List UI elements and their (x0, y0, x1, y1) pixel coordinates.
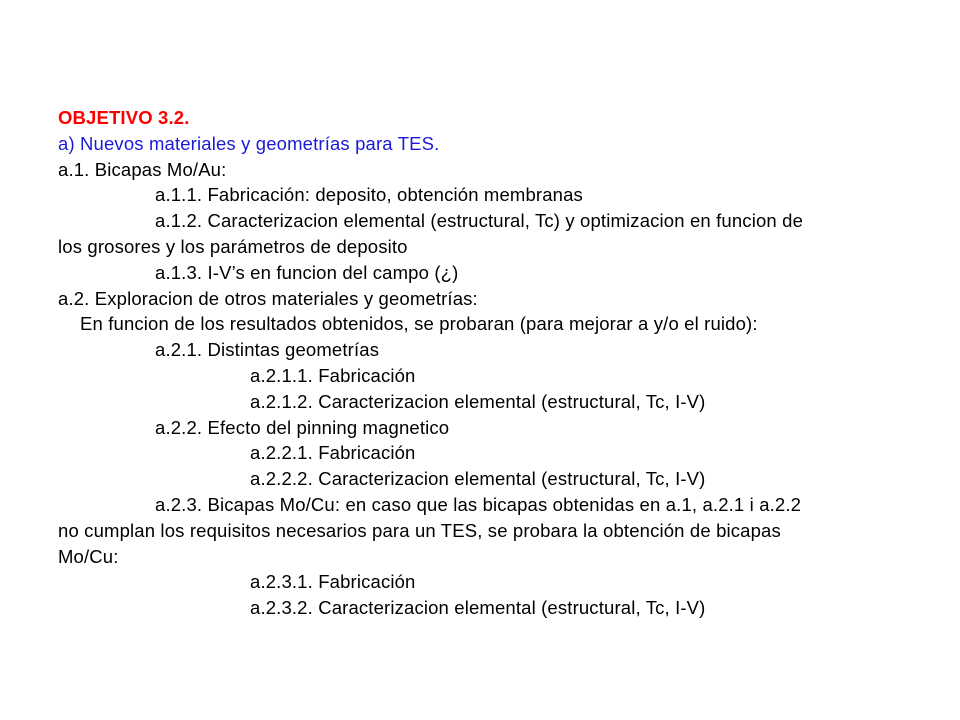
item-a2-3-1: a.2.3.1. Fabricación (250, 571, 416, 593)
item-a2-intro: En funcion de los resultados obtenidos, se probaran (para mejorar a y/o el ruido): (80, 313, 758, 335)
item-a1-2-continued: los grosores y los parámetros de deposito (58, 235, 408, 257)
item-a1: a.1. Bicapas Mo/Au: (58, 158, 227, 180)
item-a2: a.2. Exploracion de otros materiales y geometrías: (58, 287, 478, 309)
section-heading: a) Nuevos materiales y geometrías para TES. (58, 132, 440, 154)
item-a1-1: a.1.1. Fabricación: deposito, obtención membranas (155, 184, 583, 206)
item-a2-3-2: a.2.3.2. Caracterizacion elemental (estructural, Tc, I-V) (250, 597, 706, 619)
slide-content (58, 105, 908, 621)
item-a2-3-continued: no cumplan los requisitos necesarios para un TES, se probara la obtención de bicapas (58, 519, 781, 541)
item-a1-3: a.1.3. I-V’s en funcion del campo (¿) (155, 261, 459, 283)
item-a2-2-2: a.2.2.2. Caracterizacion elemental (estructural, Tc, I-V) (250, 468, 706, 490)
item-a2-3-continued-end: Mo/Cu: (58, 545, 119, 567)
item-a1-2: a.1.2. Caracterizacion elemental (estructural, Tc) y optimizacion en funcion de (155, 210, 804, 232)
item-a2-3: a.2.3. Bicapas Mo/Cu: en caso que las bicapas obtenidas en a.1, a.2.1 i a.2.2 (155, 493, 802, 515)
item-a2-1: a.2.1. Distintas geometrías (155, 339, 380, 361)
item-a2-2-1: a.2.2.1. Fabricación (250, 442, 416, 464)
objective-title: OBJETIVO 3.2. (58, 107, 190, 128)
item-a2-1-1: a.2.1.1. Fabricación (250, 364, 416, 386)
item-a2-2: a.2.2. Efecto del pinning magnetico (155, 416, 450, 438)
item-a2-1-2: a.2.1.2. Caracterizacion elemental (estructural, Tc, I-V) (250, 390, 706, 412)
